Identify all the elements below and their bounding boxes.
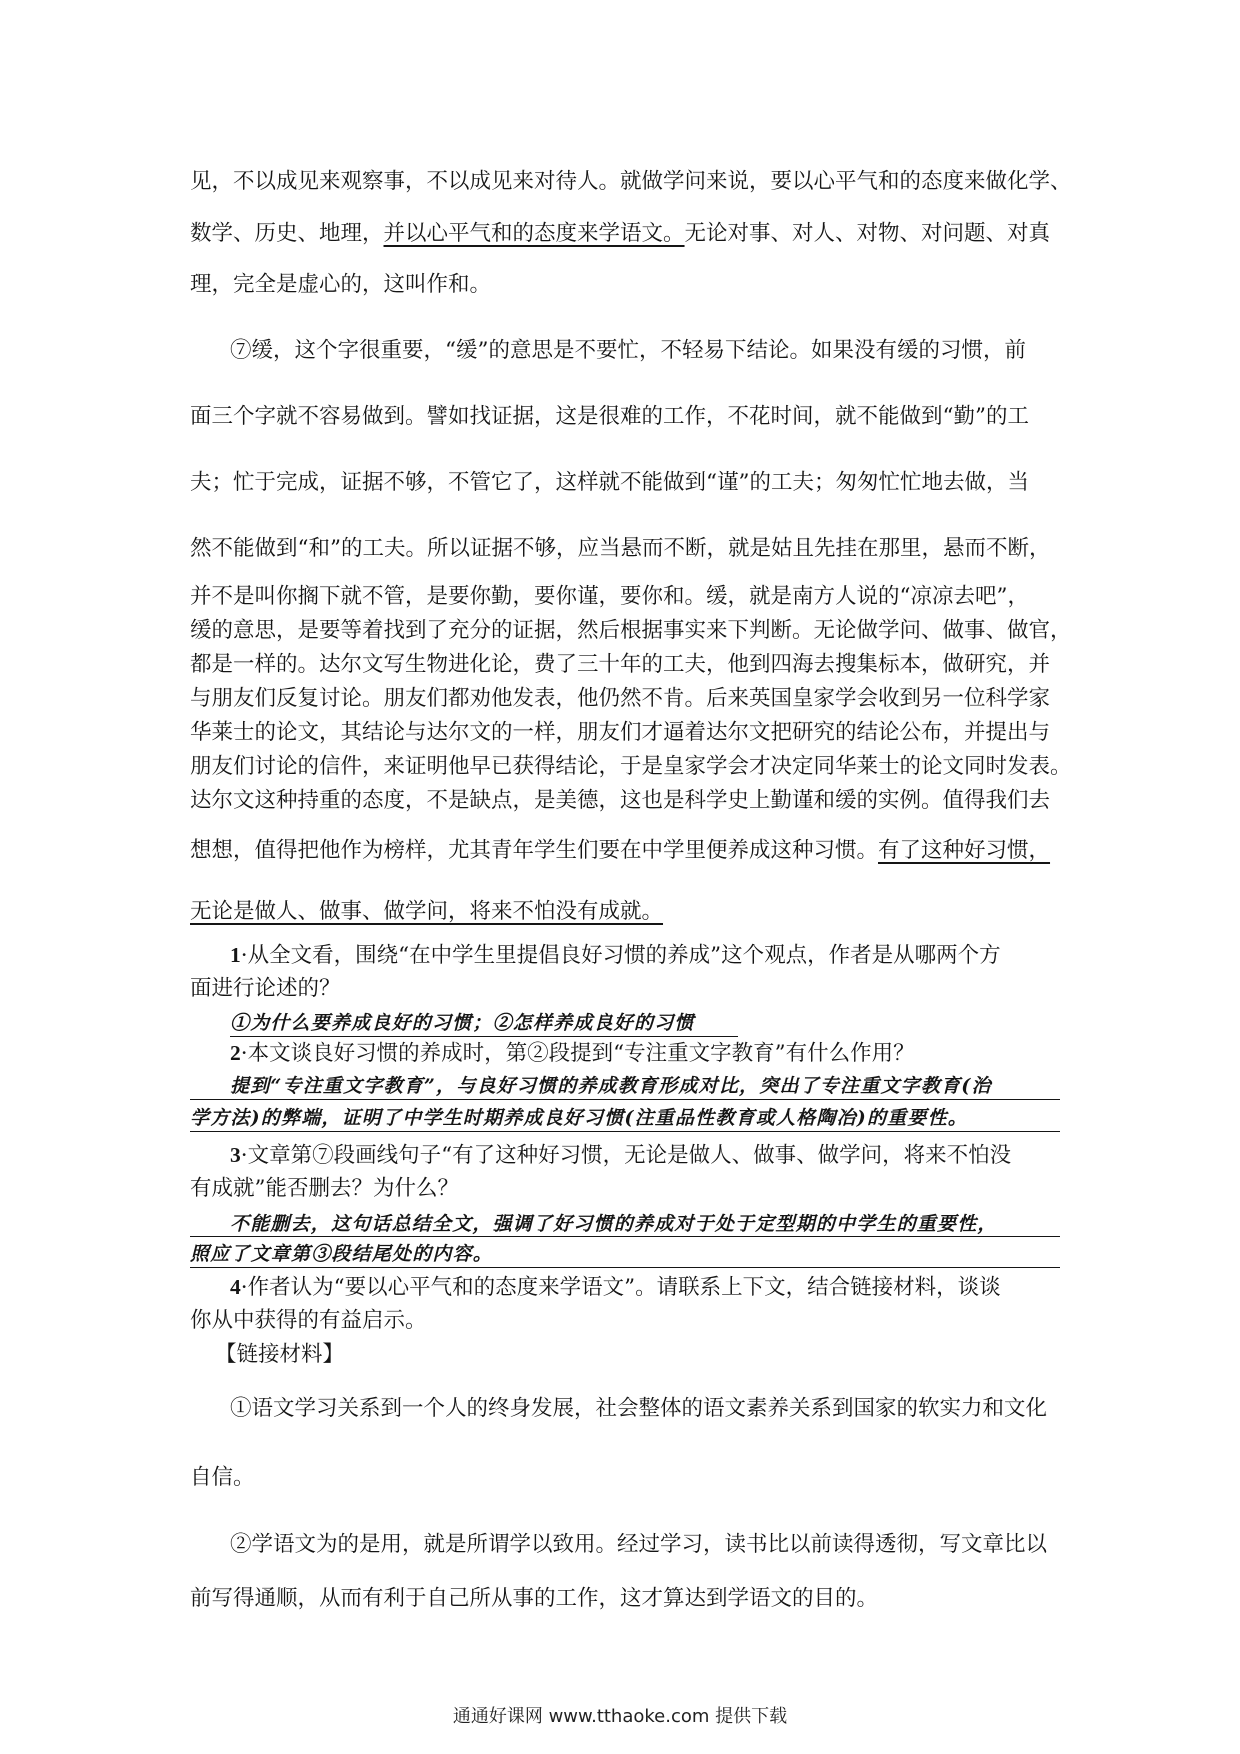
handwritten-answer: 提到“专注重文字教育”，与良好习惯的养成教育形成对比，突出了专注重文字教育(治 bbox=[230, 1075, 992, 1097]
question-text: 面进行论述的？ bbox=[190, 976, 341, 1001]
handwritten-answer: 学方法)的弊端，证明了中学生时期养成良好习惯(注重品性教育或人格陶冶)的重要性。 bbox=[190, 1107, 968, 1129]
answer-1 bbox=[230, 1009, 1100, 1037]
material-heading bbox=[215, 1340, 1060, 1370]
passage-text: 朋友们讨论的信件，来证明他早已获得结论，于是皇家学会才决定同华莱士的论文同时发表。 bbox=[190, 754, 1072, 779]
answer-underline bbox=[190, 1131, 1060, 1132]
passage-text: 并不是叫你搁下就不管，是要你勤，要你谨，要你和。缓，就是南方人说的“凉凉去吧”， bbox=[190, 584, 1029, 609]
passage-line bbox=[190, 534, 1060, 564]
passage-line bbox=[190, 402, 1060, 432]
question-1 bbox=[230, 940, 1060, 971]
material-2 bbox=[230, 1530, 1060, 1560]
underlined-sentence: 有了这种好习惯， bbox=[878, 838, 1051, 863]
material-text: ②学语文为的是用，就是所谓学以致用。经过学习，读书比以前读得透彻，写文章比以 bbox=[230, 1532, 1048, 1557]
passage-text: 缓的意思，是要等着找到了充分的证据，然后根据事实来下判断。无论做学问、做事、做官， bbox=[190, 618, 1072, 643]
question-text: 有成就”能否删去？为什么？ bbox=[190, 1176, 459, 1201]
question-text: ·从全文看，围绕“在中学生里提倡良好习惯的养成”这个观点，作者是从哪两个方 bbox=[240, 943, 1001, 968]
answer-2-cont bbox=[190, 1104, 1060, 1132]
question-number: 1 bbox=[230, 943, 241, 967]
passage-text: 与朋友们反复讨论。朋友们都劝他发表，他仍然不肯。后来英国皇家学会收到另一位科学家 bbox=[190, 686, 1051, 711]
passage-line bbox=[190, 468, 1060, 498]
question-3 bbox=[230, 1140, 1060, 1171]
question-1-cont bbox=[190, 974, 1060, 1004]
question-4 bbox=[230, 1272, 1060, 1303]
answer-underline bbox=[190, 1267, 1060, 1268]
answer-underline bbox=[230, 1036, 738, 1037]
answer-underline bbox=[190, 1236, 1060, 1237]
passage-text: ⑦缓，这个字很重要，“缓”的意思是不要忙，不轻易下结论。如果没有缓的习惯，前 bbox=[230, 338, 1026, 363]
underlined-sentence: 无论是做人、做事、做学问，将来不怕没有成就。 bbox=[190, 899, 664, 924]
answer-2 bbox=[230, 1072, 1100, 1100]
passage-text: 见，不以成见来观察事，不以成见来对待人。就做学问来说，要以心平气和的态度来做化学、 bbox=[190, 169, 1072, 194]
material-1-cont bbox=[190, 1463, 1060, 1493]
passage-line bbox=[190, 616, 1072, 646]
answer-3 bbox=[230, 1210, 1100, 1238]
material-text: 前写得通顺，从而有利于自己所从事的工作，这才算达到学语文的目的。 bbox=[190, 1586, 879, 1611]
passage-line bbox=[190, 582, 1060, 612]
question-number: 2 bbox=[230, 1041, 241, 1065]
passage-line bbox=[190, 752, 1072, 782]
passage-line bbox=[190, 270, 1060, 300]
material-2-cont bbox=[190, 1584, 1060, 1614]
question-text: 你从中获得的有益启示。 bbox=[190, 1308, 427, 1333]
passage-text: 华莱士的论文，其结论与达尔文的一样，朋友们才逼着达尔文把研究的结论公布，并提出与 bbox=[190, 720, 1051, 745]
passage-text: 想想，值得把他作为榜样，尤其青年学生们要在中学里便养成这种习惯。 bbox=[190, 838, 879, 863]
heading-text: 【链接材料】 bbox=[215, 1342, 345, 1367]
handwritten-answer: 照应了文章第③段结尾处的内容。 bbox=[190, 1243, 494, 1265]
passage-line bbox=[190, 684, 1060, 714]
passage-line bbox=[190, 219, 1060, 249]
material-1 bbox=[230, 1394, 1060, 1424]
passage-line bbox=[190, 897, 1060, 927]
underlined-sentence: 并以心平气和的态度来学语文。 bbox=[383, 221, 685, 246]
passage-line bbox=[190, 167, 1072, 197]
answer-underline bbox=[190, 1099, 1060, 1100]
passage-line bbox=[190, 786, 1060, 816]
passage-text: 面三个字就不容易做到。譬如找证据，这是很难的工作，不花时间，就不能做到“勤”的工 bbox=[190, 404, 1029, 429]
material-text: 自信。 bbox=[190, 1465, 255, 1490]
passage-text: 无论对事、对人、对物、对问题、对真 bbox=[684, 221, 1051, 246]
passage-text: 然不能做到“和”的工夫。所以证据不够，应当悬而不断，就是姑且先挂在那里，悬而不断， bbox=[190, 536, 1051, 561]
question-text: ·本文谈良好习惯的养成时，第②段提到“专注重文字教育”有什么作用？ bbox=[240, 1041, 915, 1066]
material-text: ①语文学习关系到一个人的终身发展，社会整体的语文素养关系到国家的软实力和文化 bbox=[230, 1396, 1048, 1421]
handwritten-answer: ①为什么要养成良好的习惯；②怎样养成良好的习惯 bbox=[230, 1012, 695, 1034]
passage-text: 达尔文这种持重的态度，不是缺点，是美德，这也是科学史上勤谨和缓的实例。值得我们去 bbox=[190, 788, 1051, 813]
passage-line bbox=[190, 718, 1060, 748]
question-text: ·作者认为“要以心平气和的态度来学语文”。请联系上下文，结合链接材料，谈谈 bbox=[240, 1275, 1001, 1300]
question-3-cont bbox=[190, 1174, 1060, 1204]
question-number: 4 bbox=[230, 1275, 241, 1299]
paragraph-7-start bbox=[230, 336, 1060, 366]
question-4-cont bbox=[190, 1306, 1060, 1336]
answer-3-cont bbox=[190, 1240, 1060, 1268]
page-footer bbox=[0, 1702, 1240, 1728]
passage-text: 夫；忙于完成，证据不够，不管它了，这样就不能做到“谨”的工夫；匆匆忙忙地去做，当 bbox=[190, 470, 1029, 495]
question-number: 3 bbox=[230, 1143, 241, 1167]
passage-text: 数学、历史、地理， bbox=[190, 221, 384, 246]
passage-line bbox=[190, 836, 1060, 866]
footer-text: 通通好课网 www.tthaoke.com 提供下载 bbox=[452, 1706, 788, 1727]
passage-text: 都是一样的。达尔文写生物进化论，费了三十年的工夫，他到四海去搜集标本，做研究，并 bbox=[190, 652, 1051, 677]
question-text: ·文章第⑦段画线句子“有了这种好习惯，无论是做人、做事、做学问，将来不怕没 bbox=[240, 1143, 1012, 1168]
question-2 bbox=[230, 1038, 1060, 1069]
passage-line bbox=[190, 650, 1060, 680]
passage-text: 理，完全是虚心的，这叫作和。 bbox=[190, 272, 492, 297]
handwritten-answer: 不能删去，这句话总结全文，强调了好习惯的养成对于处于定型期的中学生的重要性， bbox=[230, 1213, 998, 1235]
